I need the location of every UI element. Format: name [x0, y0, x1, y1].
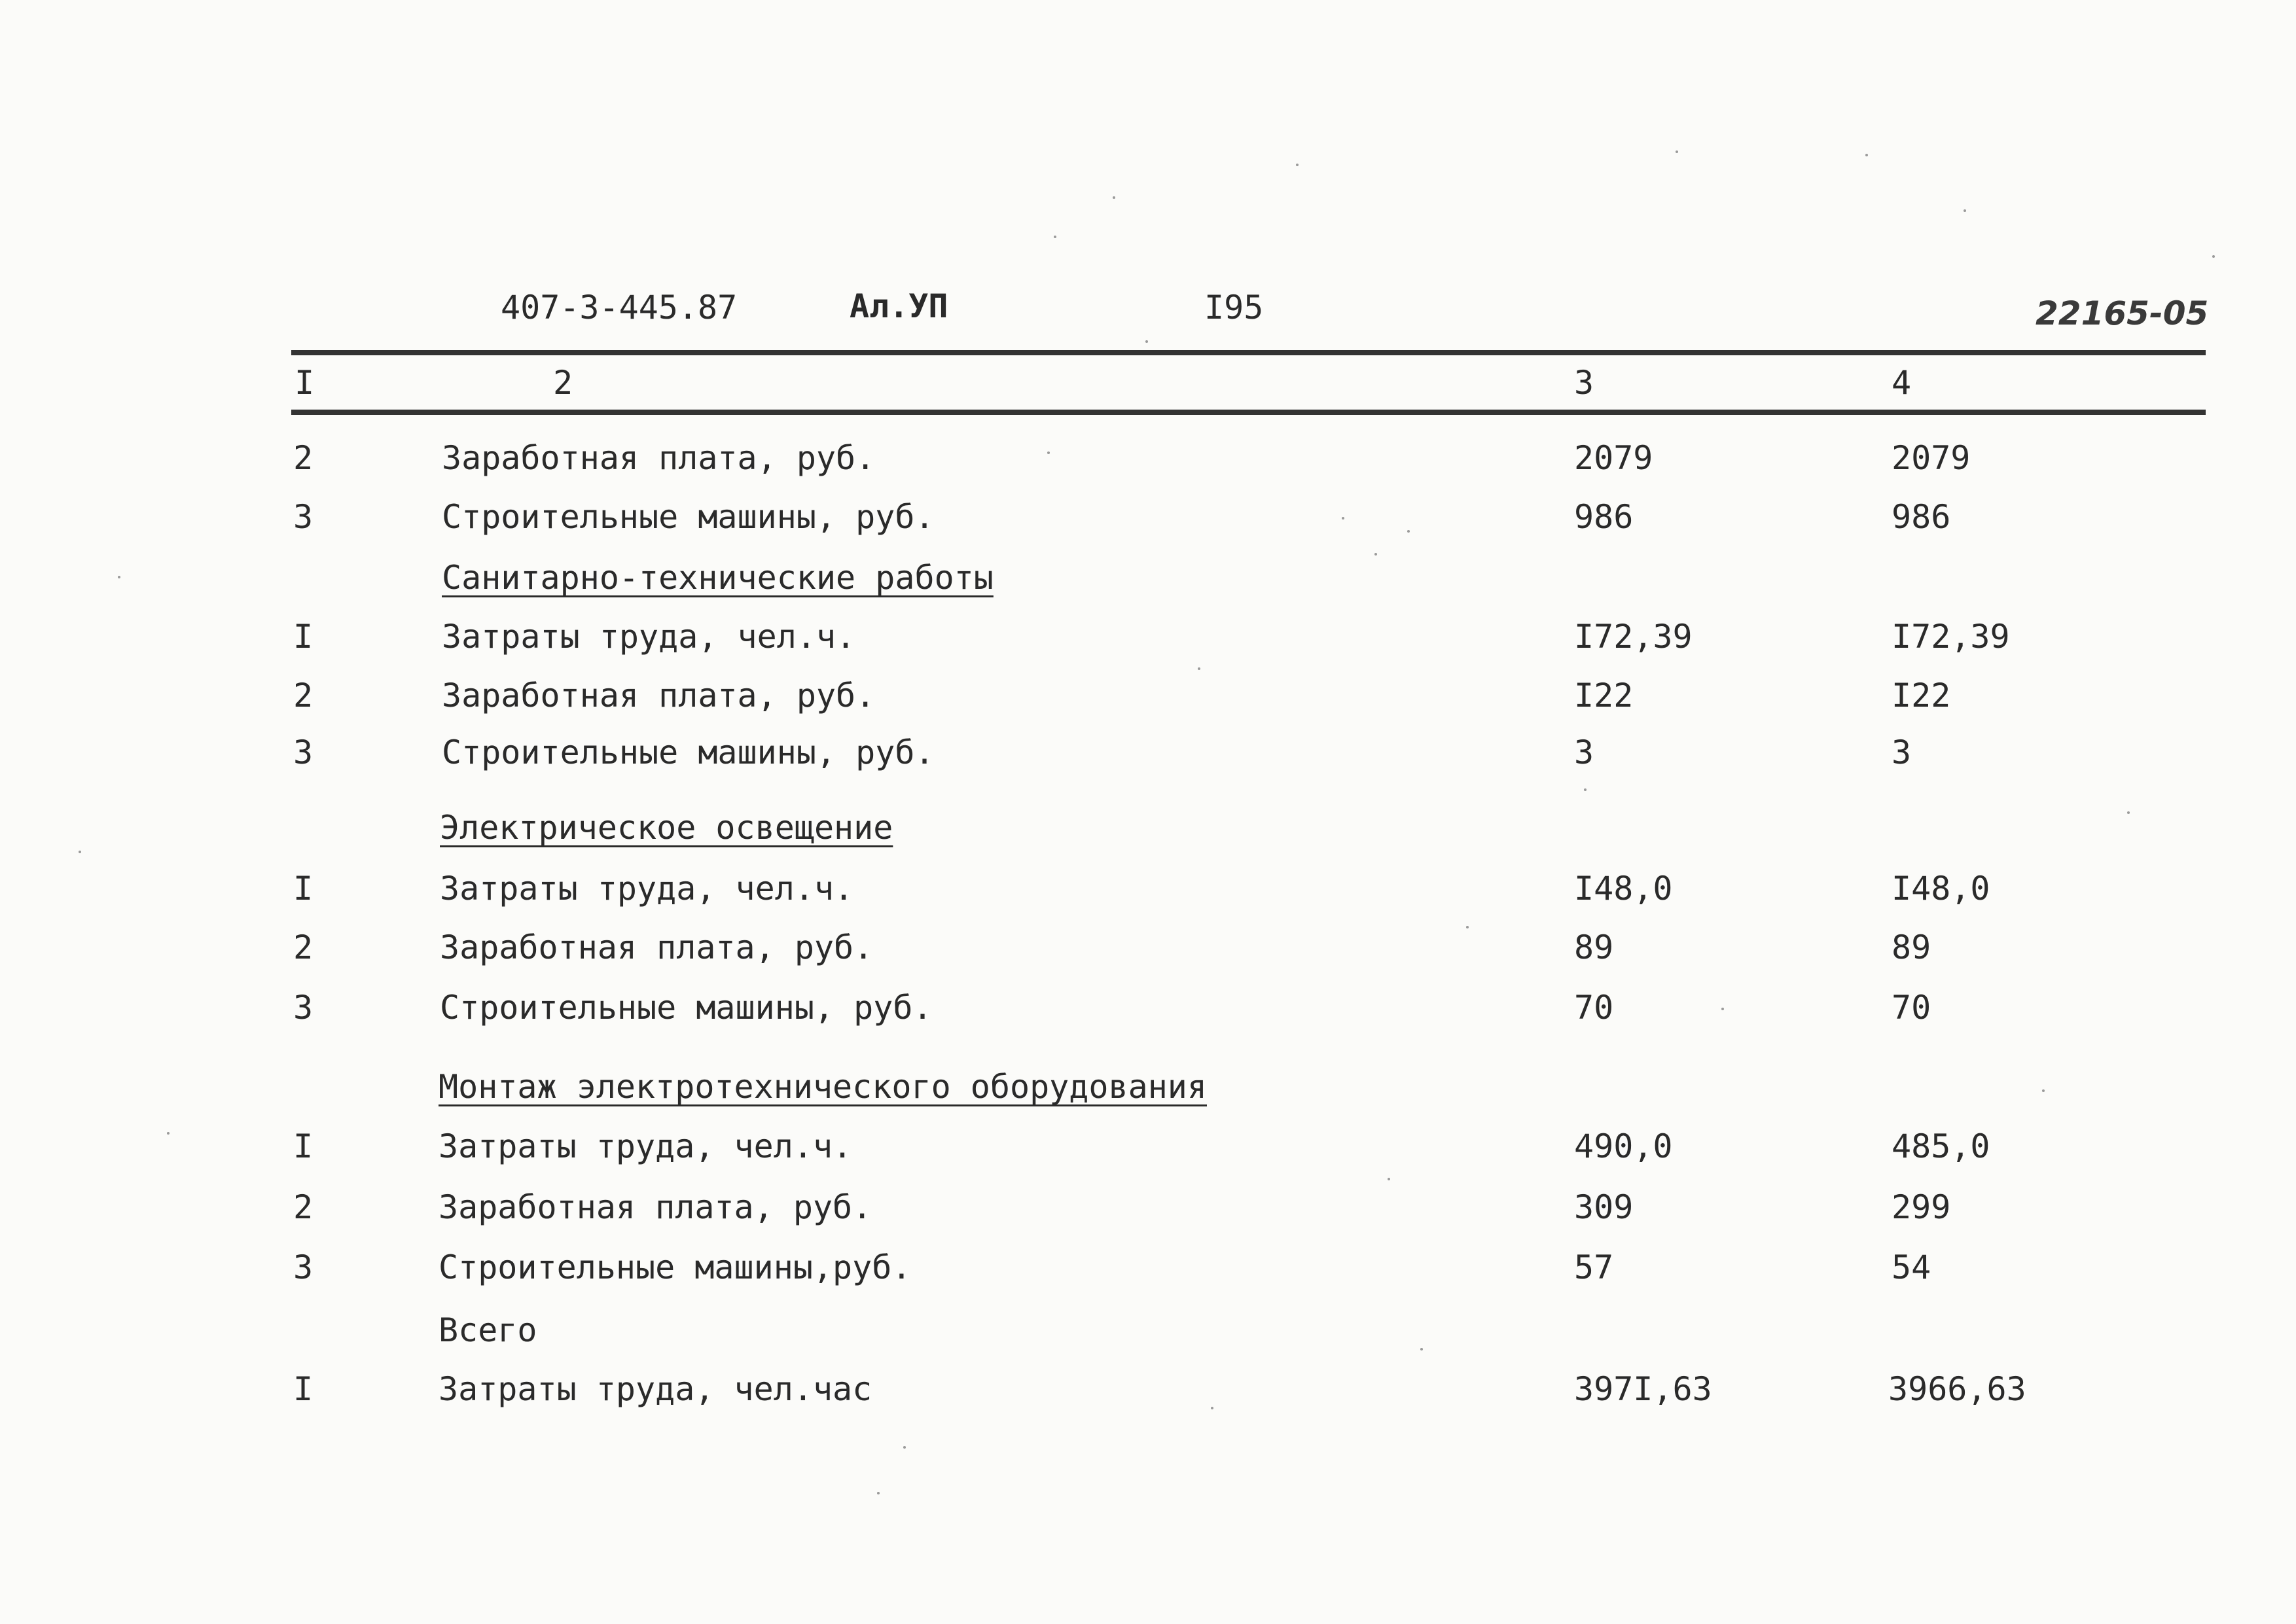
row-number: 2: [293, 928, 314, 966]
row-name: Строительные машины, руб.: [440, 989, 933, 1027]
row-name: Затраты труда, чел.ч.: [439, 1127, 853, 1165]
column-header-2: 2: [553, 364, 573, 402]
row-value-col4: 3966,63: [1888, 1370, 2026, 1408]
row-value-col3: I22: [1574, 677, 1634, 715]
row-value-col4: I48,0: [1892, 870, 1990, 908]
row-number: 2: [293, 439, 314, 477]
row-name: Строительные машины, руб.: [442, 733, 935, 771]
row-number: I: [293, 618, 314, 656]
row-value-col4: 54: [1892, 1248, 1931, 1286]
page-number: I95: [1204, 289, 1264, 327]
table-top-rule: [291, 350, 2206, 355]
row-number: I: [293, 870, 314, 908]
row-value-col3: 57: [1574, 1248, 1614, 1286]
row-value-col3: 397I,63: [1574, 1370, 1712, 1408]
row-value-col4: 3: [1892, 733, 1912, 771]
total-label: Всего: [439, 1311, 537, 1349]
column-header-3: 3: [1574, 364, 1594, 402]
row-value-col4: 89: [1892, 928, 1931, 966]
document-code: 407-3-445.87: [501, 289, 738, 327]
row-number: 3: [293, 733, 314, 771]
row-name: Заработная плата, руб.: [440, 928, 874, 966]
row-name: Затраты труда, чел.ч.: [440, 870, 854, 908]
row-name: Строительные машины,руб.: [439, 1248, 912, 1286]
row-name: Заработная плата, руб.: [439, 1188, 872, 1226]
row-value-col4: I72,39: [1892, 618, 2010, 656]
row-value-col3: 2079: [1574, 439, 1653, 477]
row-name: Затраты труда, чел.ч.: [442, 618, 856, 656]
table-header-rule: [291, 410, 2206, 415]
column-header-1: I: [295, 364, 315, 402]
row-number: I: [293, 1127, 314, 1165]
row-name: Затраты труда, чел.час: [439, 1370, 872, 1408]
row-value-col3: 490,0: [1574, 1127, 1673, 1165]
section-heading: Монтаж электротехнического оборудования: [439, 1068, 1207, 1106]
row-number: 3: [293, 1248, 314, 1286]
row-value-col3: 70: [1574, 989, 1614, 1027]
row-name: Заработная плата, руб.: [442, 439, 876, 477]
row-value-col4: 2079: [1892, 439, 1971, 477]
row-value-col4: 70: [1892, 989, 1931, 1027]
handwritten-stamp: 22165-05: [2036, 294, 2209, 332]
row-value-col3: I48,0: [1574, 870, 1673, 908]
sheet-label: Ал.УП: [850, 287, 948, 325]
row-number: 2: [293, 677, 314, 715]
row-value-col4: 485,0: [1892, 1127, 1990, 1165]
row-number: 2: [293, 1188, 314, 1226]
row-value-col3: 309: [1574, 1188, 1634, 1226]
row-value-col3: 89: [1574, 928, 1614, 966]
section-heading: Санитарно-технические работы: [442, 559, 994, 597]
row-value-col3: 3: [1574, 733, 1594, 771]
section-heading: Электрическое освещение: [440, 809, 893, 847]
row-value-col4: I22: [1892, 677, 1951, 715]
row-name: Заработная плата, руб.: [442, 677, 876, 715]
row-value-col4: 986: [1892, 498, 1951, 536]
row-value-col3: 986: [1574, 498, 1634, 536]
row-number: I: [293, 1370, 314, 1408]
row-number: 3: [293, 498, 314, 536]
row-number: 3: [293, 989, 314, 1027]
row-name: Строительные машины, руб.: [442, 498, 935, 536]
column-header-4: 4: [1892, 364, 1912, 402]
row-value-col4: 299: [1892, 1188, 1951, 1226]
row-value-col3: I72,39: [1574, 618, 1693, 656]
